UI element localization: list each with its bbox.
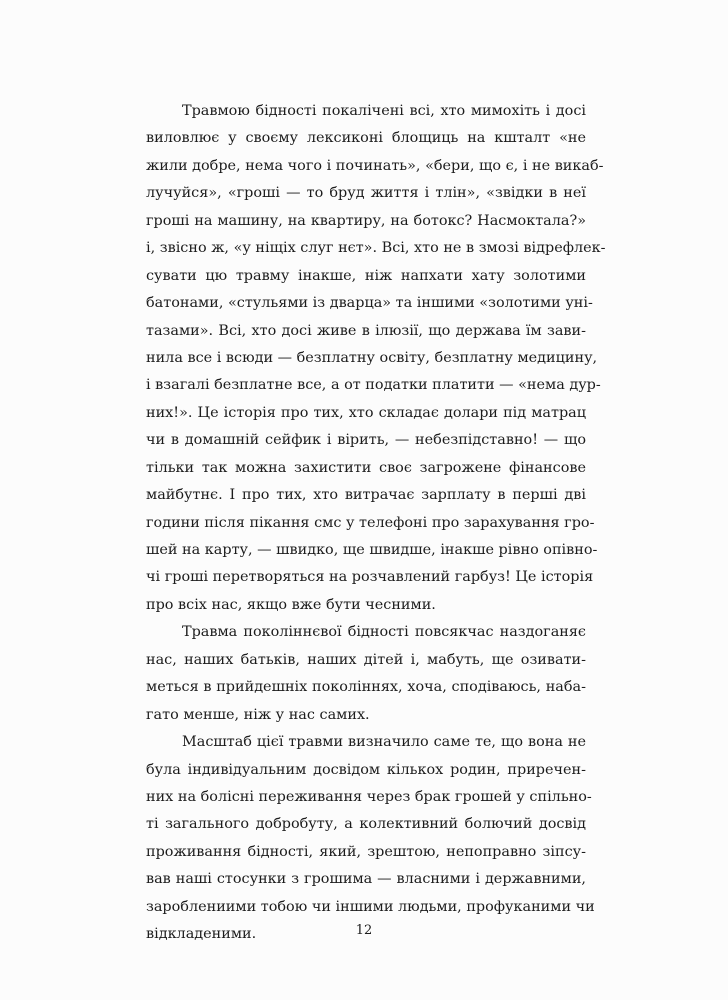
text-line: шей на карту, — швидко, ще швидше, інакше рівно опівно-	[146, 542, 598, 558]
text-line: про всіх нас, якщо вже бути чесними.	[146, 596, 436, 613]
text-line: жили добре, нема чого і починать», «бери, що є, і не викаб-	[146, 157, 604, 174]
text-line: них!». Це історія про тих, хто складає долари під матрац	[146, 404, 586, 421]
text-line: них на болісні переживання через брак грошей у спільно-	[146, 788, 592, 805]
page-number: 12	[355, 923, 373, 938]
text-line: і, звісно ж, «у ніщіх слуг нєт». Всі, хто не в змозі відрефлек-	[146, 240, 606, 257]
body-text	[146, 98, 606, 949]
text-line: лучуйся», «гроші — то бруд життя і тлін», «звідки в неї	[146, 185, 586, 202]
text-line: нас, наших батьків, наших дітей і, мабуть, ще озивати-	[146, 651, 586, 668]
text-line: гато менше, ніж у нас самих.	[146, 706, 370, 723]
text-line: проживання бідності, який, зрештою, непоправно зіпсу-	[146, 843, 586, 860]
text-line: години після пікання смс у телефоні про зарахування гро-	[146, 514, 595, 531]
text-line: чі гроші перетворяться на розчавлений гарбуз! Це історія	[146, 569, 594, 586]
text-line: відкладеними.	[146, 926, 257, 943]
text-line: була індивідуальним досвідом кількох родин, приречен-	[146, 761, 586, 778]
text-line: ті загального добробуту, а колективний болючий досвід	[146, 816, 586, 833]
text-line: майбутнє. І про тих, хто витрачає зарплату в перші дві	[146, 487, 586, 504]
text-line: гроші на машину, на квартиру, на ботокс? Насмоктала?»	[146, 212, 586, 229]
text-line: тазами». Всі, хто досі живе в ілюзії, що держава їм зави-	[146, 322, 586, 339]
text-line: Травмою бідності покалічені всі, хто мимохіть і досі	[182, 103, 586, 119]
text-line: батонами, «стульями із дварца» та іншими «золотими уні-	[146, 295, 593, 312]
text-line: меться в прийдешніх поколіннях, хоча, сподіваюсь, наба-	[146, 679, 586, 696]
text-line: вав наші стосунки з грошима — власними і державними,	[146, 871, 586, 888]
text-line: нила все і всюди — безплатну освіту, безплатну медицину,	[146, 349, 598, 366]
text-line: зароблениими тобою чи іншими людьми, профуканими чи	[146, 898, 595, 915]
text-line: Травма поколіннєвої бідності повсякчас наздоганяє	[182, 624, 586, 641]
text-line: чи в домашній сейфик і вірить, — небезпідставно! — що	[146, 432, 586, 449]
text-line: тільки так можна захистити своє загрожене фінансове	[146, 459, 586, 476]
text-line: Масштаб цієї травми визначило саме те, що вона не	[182, 734, 586, 751]
text-line: і взагалі безплатне все, а от податки платити — «нема дур-	[146, 377, 601, 394]
text-line: виловлює у своєму лексиконі блощиць на кшталт «не	[146, 130, 586, 147]
text-line: сувати цю травму інакше, ніж напхати хату золотими	[146, 267, 586, 284]
